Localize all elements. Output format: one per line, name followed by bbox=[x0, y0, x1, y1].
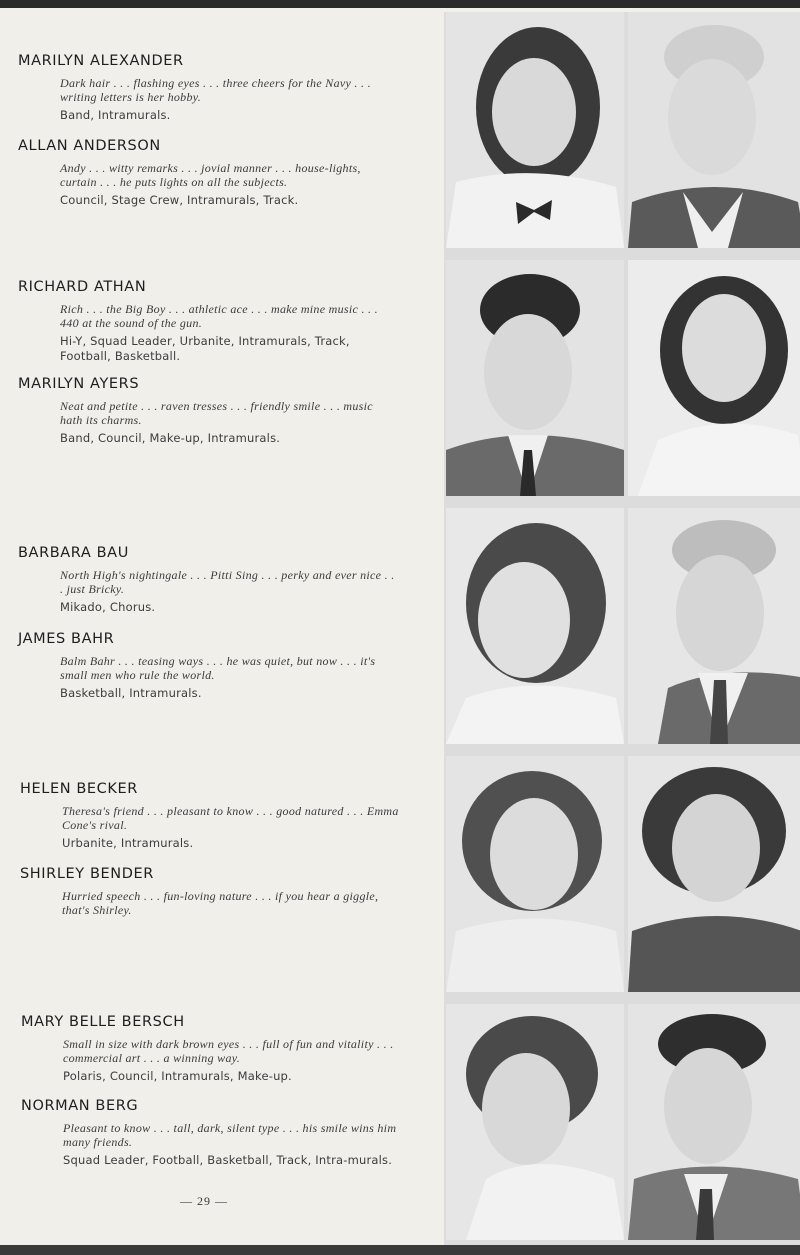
student-activities: Band, Council, Make-up, Intramurals. bbox=[60, 431, 281, 445]
portrait-photo-bersch bbox=[446, 1004, 624, 1240]
student-name: JAMES BAHR bbox=[18, 631, 115, 647]
student-entry-bau bbox=[18, 544, 398, 615]
student-activities: Council, Stage Crew, Intramurals, Track. bbox=[60, 193, 299, 207]
portrait-photo-becker bbox=[446, 756, 624, 992]
student-name: MARILYN AYERS bbox=[18, 376, 140, 392]
student-description: Neat and petite . . . raven tresses . . . friendly smile . . . music hath its charms. bbox=[60, 399, 373, 427]
student-entry-anderson bbox=[18, 137, 398, 208]
page-number: — 29 — bbox=[180, 1194, 228, 1208]
student-name: HELEN BECKER bbox=[20, 781, 138, 797]
portrait-photo-anderson bbox=[628, 12, 800, 248]
portrait-photo-bau bbox=[446, 508, 624, 744]
portrait-photo-berg bbox=[628, 1004, 800, 1240]
student-name: BARBARA BAU bbox=[18, 545, 129, 561]
student-name: MARILYN ALEXANDER bbox=[18, 53, 184, 69]
student-description: Small in size with dark brown eyes . . . full of fun and vitality . . . commercial art . . . a winning way. bbox=[63, 1037, 394, 1065]
student-activities: Hi-Y, Squad Leader, Urbanite, Intramurals, Track, Football, Basketball. bbox=[60, 334, 350, 363]
student-description: Theresa's friend . . . pleasant to know . . . good natured . . . Emma Cone's rival. bbox=[62, 804, 399, 832]
student-activities: Squad Leader, Football, Basketball, Track, Intra-murals. bbox=[63, 1153, 393, 1167]
student-name: SHIRLEY BENDER bbox=[20, 866, 154, 882]
student-entry-ayers bbox=[18, 375, 398, 446]
student-entry-berg bbox=[21, 1097, 401, 1168]
student-entry-bender bbox=[20, 865, 400, 921]
student-description: North High's nightingale . . . Pitti Sing . . . perky and ever nice . . . just Bricky. bbox=[60, 568, 395, 596]
page-edge bbox=[0, 1245, 800, 1255]
student-description: Andy . . . witty remarks . . . jovial manner . . . house-lights, curtain . . . he puts lights on all the subjects. bbox=[60, 161, 361, 189]
student-description: Hurried speech . . . fun-loving nature . . . if you hear a giggle, that's Shirley. bbox=[62, 889, 379, 917]
portrait-photo-ayers bbox=[628, 260, 800, 496]
student-description: Rich . . . the Big Boy . . . athletic ace . . . make mine music . . . 440 at the sound of the gun. bbox=[60, 302, 378, 330]
student-activities: Polaris, Council, Intramurals, Make-up. bbox=[63, 1069, 292, 1083]
student-activities: Urbanite, Intramurals. bbox=[62, 836, 194, 850]
student-activities: Band, Intramurals. bbox=[60, 108, 171, 122]
student-name: MARY BELLE BERSCH bbox=[21, 1014, 185, 1030]
portrait-photo-bahr bbox=[628, 508, 800, 744]
portrait-photo-alexander bbox=[446, 12, 624, 248]
portrait-photo-athan bbox=[446, 260, 624, 496]
student-activities: Mikado, Chorus. bbox=[60, 600, 156, 614]
student-description: Pleasant to know . . . tall, dark, silent type . . . his smile wins him many friends. bbox=[63, 1121, 397, 1149]
student-activities: Basketball, Intramurals. bbox=[60, 686, 202, 700]
student-name: ALLAN ANDERSON bbox=[18, 138, 161, 154]
student-entry-becker bbox=[20, 780, 400, 851]
student-name: RICHARD ATHAN bbox=[18, 279, 147, 295]
student-description: Balm Bahr . . . teasing ways . . . he was quiet, but now . . . it's small men who rule the world. bbox=[60, 654, 376, 682]
student-name: NORMAN BERG bbox=[21, 1098, 139, 1114]
student-entry-athan bbox=[18, 278, 398, 364]
student-entry-bersch bbox=[21, 1013, 401, 1084]
portrait-photo-bender bbox=[628, 756, 800, 992]
student-entry-bahr bbox=[18, 630, 398, 701]
student-description: Dark hair . . . flashing eyes . . . three cheers for the Navy . . . writing letters is her hobby. bbox=[60, 76, 371, 104]
student-entry-alexander bbox=[18, 52, 398, 123]
